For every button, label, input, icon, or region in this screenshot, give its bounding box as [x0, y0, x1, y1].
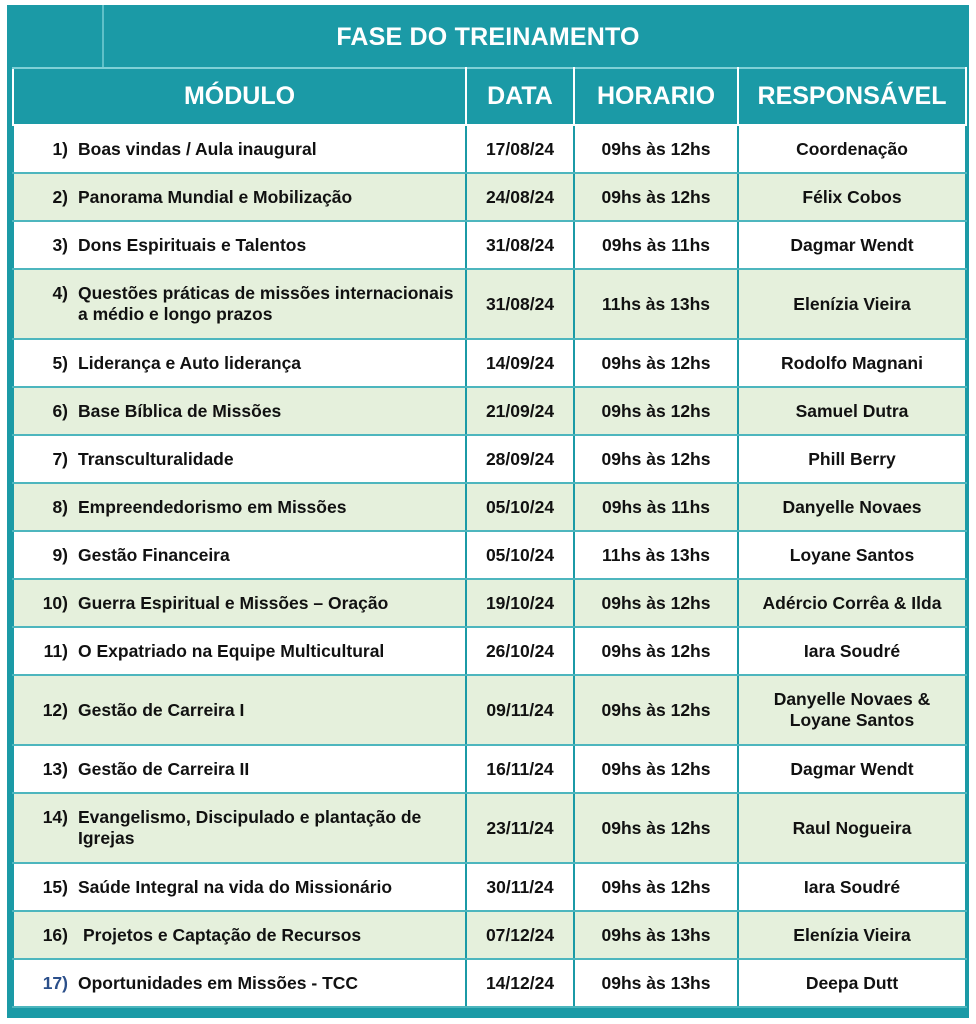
table-row [13, 911, 966, 959]
cell-data: 09/11/24 [466, 675, 574, 745]
cell-horario: 11hs às 13hs [574, 269, 738, 339]
cell-modulo [13, 221, 466, 269]
cell-horario: 11hs às 13hs [574, 531, 738, 579]
cell-horario: 09hs às 12hs [574, 173, 738, 221]
cell-responsavel: Deepa Dutt [738, 959, 966, 1007]
table-row [13, 579, 966, 627]
cell-responsavel: Iara Soudré [738, 863, 966, 911]
cell-responsavel: Dagmar Wendt [738, 221, 966, 269]
table-title-bar [7, 5, 969, 69]
module-name: Dons Espirituais e Talentos [78, 234, 307, 255]
cell-responsavel: Rodolfo Magnani [738, 339, 966, 387]
cell-modulo [13, 269, 466, 339]
row-number: 14) [42, 807, 68, 827]
cell-horario: 09hs às 12hs [574, 125, 738, 173]
cell-data: 14/12/24 [466, 959, 574, 1007]
cell-horario: 09hs às 13hs [574, 959, 738, 1007]
cell-data: 19/10/24 [466, 579, 574, 627]
cell-horario: 09hs às 12hs [574, 435, 738, 483]
table-row [13, 531, 966, 579]
row-number: 16) [42, 924, 68, 945]
cell-responsavel: Félix Cobos [738, 173, 966, 221]
cell-data: 21/09/24 [466, 387, 574, 435]
cell-horario: 09hs às 12hs [574, 387, 738, 435]
cell-data: 05/10/24 [466, 483, 574, 531]
table-row [13, 269, 966, 339]
cell-horario: 09hs às 11hs [574, 221, 738, 269]
cell-horario: 09hs às 12hs [574, 627, 738, 675]
row-number: 6) [52, 400, 68, 421]
cell-modulo [13, 125, 466, 173]
module-name: Liderança e Auto liderança [78, 352, 302, 373]
table-row [13, 387, 966, 435]
module-name: Gestão de Carreira I [78, 699, 245, 720]
module-name: Panorama Mundial e Mobilização [78, 186, 353, 207]
cell-data: 23/11/24 [466, 793, 574, 863]
title-corner-divider [7, 5, 104, 69]
module-name: Evangelismo, Discipulado e plantação de Igrejas [78, 807, 422, 848]
row-number: 17) [42, 972, 68, 993]
table-row [13, 483, 966, 531]
module-name: Gestão de Carreira II [78, 758, 250, 779]
cell-responsavel: Loyane Santos [738, 531, 966, 579]
table-row [13, 745, 966, 793]
table-body [13, 125, 966, 1007]
table-row [13, 339, 966, 387]
module-name: Base Bíblica de Missões [78, 400, 282, 421]
table-row [13, 627, 966, 675]
cell-responsavel: Samuel Dutra [738, 387, 966, 435]
cell-modulo [13, 627, 466, 675]
header-data: DATA [466, 68, 574, 125]
cell-horario: 09hs às 12hs [574, 793, 738, 863]
module-name: O Expatriado na Equipe Multicultural [78, 640, 385, 661]
table-row [13, 675, 966, 745]
cell-data: 24/08/24 [466, 173, 574, 221]
cell-horario: 09hs às 12hs [574, 339, 738, 387]
cell-responsavel: Dagmar Wendt [738, 745, 966, 793]
table-row [13, 435, 966, 483]
cell-data: 17/08/24 [466, 125, 574, 173]
cell-data: 05/10/24 [466, 531, 574, 579]
cell-responsavel: Elenízia Vieira [738, 269, 966, 339]
module-name: Empreendedorismo em Missões [78, 496, 347, 517]
cell-modulo [13, 387, 466, 435]
cell-responsavel: Danyelle Novaes & Loyane Santos [738, 675, 966, 745]
cell-modulo [13, 483, 466, 531]
schedule-table [12, 67, 967, 1008]
module-name: Projetos e Captação de Recursos [83, 924, 362, 945]
row-number: 3) [52, 234, 68, 255]
cell-data: 30/11/24 [466, 863, 574, 911]
cell-modulo [13, 531, 466, 579]
cell-modulo [13, 339, 466, 387]
module-name: Gestão Financeira [78, 544, 230, 565]
table-row [13, 173, 966, 221]
cell-horario: 09hs às 12hs [574, 745, 738, 793]
cell-responsavel: Phill Berry [738, 435, 966, 483]
cell-data: 14/09/24 [466, 339, 574, 387]
table-row [13, 793, 966, 863]
cell-modulo [13, 435, 466, 483]
row-number: 8) [52, 496, 68, 517]
cell-data: 26/10/24 [466, 627, 574, 675]
cell-responsavel: Iara Soudré [738, 627, 966, 675]
cell-horario: 09hs às 12hs [574, 863, 738, 911]
row-number: 9) [52, 544, 68, 565]
module-name: Questões práticas de missões internacionais a médio e longo prazos [78, 283, 454, 324]
row-number: 10) [42, 592, 68, 613]
cell-horario: 09hs às 13hs [574, 911, 738, 959]
module-name: Transculturalidade [78, 448, 234, 469]
cell-modulo [13, 863, 466, 911]
header-horario: HORARIO [574, 68, 738, 125]
row-number: 15) [42, 876, 68, 897]
module-name: Saúde Integral na vida do Missionário [78, 876, 393, 897]
cell-responsavel: Coordenação [738, 125, 966, 173]
cell-responsavel: Raul Nogueira [738, 793, 966, 863]
cell-responsavel: Danyelle Novaes [738, 483, 966, 531]
cell-modulo [13, 173, 466, 221]
header-modulo: MÓDULO [13, 68, 466, 125]
cell-modulo [13, 745, 466, 793]
cell-modulo [13, 793, 466, 863]
cell-horario: 09hs às 12hs [574, 579, 738, 627]
row-number: 2) [52, 186, 68, 207]
table-title: FASE DO TREINAMENTO [336, 22, 640, 51]
cell-modulo [13, 579, 466, 627]
schedule-frame [7, 5, 969, 1018]
header-row [13, 68, 966, 125]
row-number: 7) [52, 448, 68, 469]
row-number: 4) [52, 283, 68, 303]
cell-data: 16/11/24 [466, 745, 574, 793]
cell-horario: 09hs às 12hs [574, 675, 738, 745]
cell-modulo [13, 911, 466, 959]
row-number: 12) [42, 699, 68, 720]
cell-modulo [13, 675, 466, 745]
cell-data: 31/08/24 [466, 269, 574, 339]
table-row [13, 125, 966, 173]
table-row [13, 221, 966, 269]
row-number: 11) [43, 640, 68, 661]
table-row [13, 863, 966, 911]
cell-data: 28/09/24 [466, 435, 574, 483]
row-number: 13) [42, 758, 68, 779]
row-number: 5) [52, 352, 68, 373]
cell-data: 07/12/24 [466, 911, 574, 959]
module-name: Boas vindas / Aula inaugural [78, 138, 317, 159]
module-name: Guerra Espiritual e Missões – Oração [78, 592, 389, 613]
cell-responsavel: Elenízia Vieira [738, 911, 966, 959]
cell-data: 31/08/24 [466, 221, 574, 269]
row-number: 1) [52, 138, 68, 159]
table-row [13, 959, 966, 1007]
cell-responsavel: Adércio Corrêa & Ilda [738, 579, 966, 627]
module-name: Oportunidades em Missões - TCC [78, 972, 359, 993]
header-responsavel: RESPONSÁVEL [738, 68, 966, 125]
cell-horario: 09hs às 11hs [574, 483, 738, 531]
cell-modulo [13, 959, 466, 1007]
